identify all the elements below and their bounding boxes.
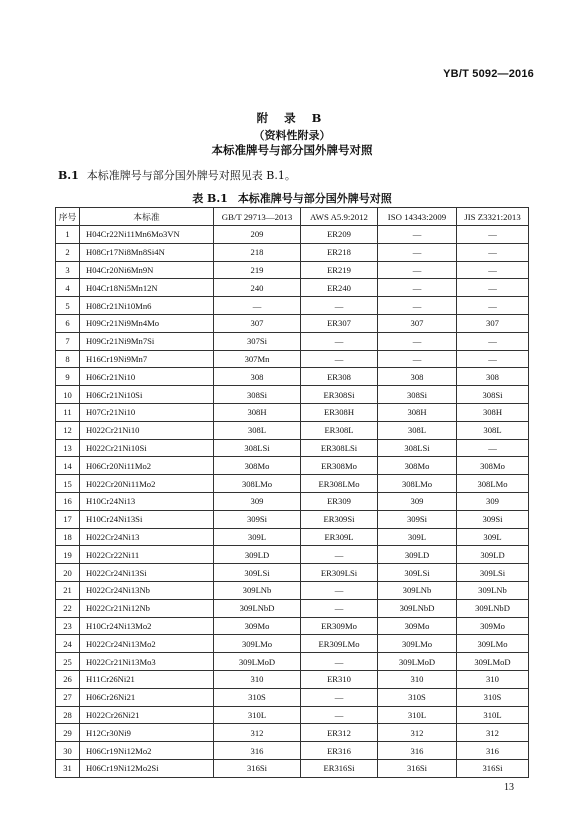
table-row xyxy=(56,759,529,777)
table-cell: 16 xyxy=(56,492,80,510)
table-cell: 310L xyxy=(457,706,529,724)
table-cell: ER309Si xyxy=(301,510,378,528)
table-cell: 24 xyxy=(56,635,80,653)
table-cell: ER308L xyxy=(301,421,378,439)
table-row xyxy=(56,564,529,582)
table-cell: — xyxy=(301,581,378,599)
table-cell: — xyxy=(301,706,378,724)
column-header: AWS A5.9:2012 xyxy=(301,208,378,226)
table-row xyxy=(56,546,529,564)
table-cell: H08Cr17Ni8Mn8Si4N xyxy=(80,243,214,261)
table-cell: H022Cr20Ni11Mo2 xyxy=(80,475,214,493)
table-cell: 8 xyxy=(56,350,80,368)
table-cell: ER219 xyxy=(301,261,378,279)
table-cell: ER308 xyxy=(301,368,378,386)
table-cell: 309Mo xyxy=(457,617,529,635)
table-cell: — xyxy=(378,226,457,244)
table-cell: 308Si xyxy=(378,386,457,404)
table-cell: — xyxy=(301,599,378,617)
table-row xyxy=(56,457,529,475)
table-cell: 309LNb xyxy=(378,581,457,599)
table-cell: H07Cr21Ni10 xyxy=(80,403,214,421)
table-cell: 316 xyxy=(378,742,457,760)
table-cell: 218 xyxy=(214,243,301,261)
table-header-row xyxy=(56,208,529,226)
appendix-title: 附 录 B xyxy=(256,111,328,125)
table-cell: 308 xyxy=(457,368,529,386)
table-row xyxy=(56,670,529,688)
table-cell: 316Si xyxy=(378,759,457,777)
table-cell: 309LD xyxy=(457,546,529,564)
table-cell: ER240 xyxy=(301,279,378,297)
table-cell: 310L xyxy=(214,706,301,724)
table-row xyxy=(56,635,529,653)
table-cell: ER309Mo xyxy=(301,617,378,635)
table-cell: 309L xyxy=(378,528,457,546)
table-cell: ER308Mo xyxy=(301,457,378,475)
table-cell: 309Si xyxy=(214,510,301,528)
table-cell: — xyxy=(457,439,529,457)
table-row xyxy=(56,279,529,297)
table-row xyxy=(56,492,529,510)
table-cell: 310S xyxy=(214,688,301,706)
table-row xyxy=(56,724,529,742)
table-cell: 308 xyxy=(214,368,301,386)
table-cell: — xyxy=(457,279,529,297)
table-cell: ER218 xyxy=(301,243,378,261)
table-cell: 6 xyxy=(56,314,80,332)
table-cell: 309Si xyxy=(378,510,457,528)
table-cell: — xyxy=(457,297,529,315)
table-cell: 309LMo xyxy=(378,635,457,653)
table-row xyxy=(56,403,529,421)
table-cell: — xyxy=(378,297,457,315)
table-row xyxy=(56,297,529,315)
table-cell: — xyxy=(301,653,378,671)
table-cell: — xyxy=(301,688,378,706)
table-cell: 312 xyxy=(457,724,529,742)
table-cell: 27 xyxy=(56,688,80,706)
table-cell: 309LMoD xyxy=(214,653,301,671)
table-row xyxy=(56,688,529,706)
table-cell: 308H xyxy=(214,403,301,421)
table-row xyxy=(56,475,529,493)
table-cell: 19 xyxy=(56,546,80,564)
table-cell: H022Cr26Ni21 xyxy=(80,706,214,724)
table-cell: H12Cr30Ni9 xyxy=(80,724,214,742)
table-cell: 309LNb xyxy=(214,581,301,599)
table-cell: 1 xyxy=(56,226,80,244)
table-cell: 23 xyxy=(56,617,80,635)
table-cell: 310L xyxy=(378,706,457,724)
table-cell: 22 xyxy=(56,599,80,617)
table-cell: 5 xyxy=(56,297,80,315)
table-cell: 309LSi xyxy=(214,564,301,582)
section-paragraph xyxy=(58,167,296,183)
table-cell: 309LMo xyxy=(457,635,529,653)
table-cell: H022Cr24Ni13Mo2 xyxy=(80,635,214,653)
table-cell: — xyxy=(457,350,529,368)
table-cell: ER308H xyxy=(301,403,378,421)
table-cell: ER309 xyxy=(301,492,378,510)
table-row xyxy=(56,226,529,244)
table-cell: 309LD xyxy=(214,546,301,564)
table-cell: 308LMo xyxy=(457,475,529,493)
table-cell: 308LSi xyxy=(378,439,457,457)
table-cell: 17 xyxy=(56,510,80,528)
table-cell: 309Si xyxy=(457,510,529,528)
table-cell: H10Cr24Ni13 xyxy=(80,492,214,510)
table-caption-number: 表 B.1 xyxy=(192,192,228,205)
table-cell: ER309L xyxy=(301,528,378,546)
table-cell: 2 xyxy=(56,243,80,261)
table-cell: 12 xyxy=(56,421,80,439)
table-cell: ER312 xyxy=(301,724,378,742)
table-cell: H04Cr18Ni5Mn12N xyxy=(80,279,214,297)
table-cell: 316 xyxy=(214,742,301,760)
table-cell: 312 xyxy=(378,724,457,742)
table-cell: 219 xyxy=(214,261,301,279)
table-cell: 240 xyxy=(214,279,301,297)
table-cell: ER308LSi xyxy=(301,439,378,457)
standard-number: YB/T 5092—2016 xyxy=(443,68,534,80)
table-cell: 308Mo xyxy=(378,457,457,475)
table-cell: — xyxy=(457,261,529,279)
table-cell: 308L xyxy=(457,421,529,439)
table-row xyxy=(56,510,529,528)
table-cell: 308Si xyxy=(214,386,301,404)
table-cell: 307Si xyxy=(214,332,301,350)
table-cell: H11Cr26Ni21 xyxy=(80,670,214,688)
table-cell: 310S xyxy=(378,688,457,706)
table-cell: 308L xyxy=(378,421,457,439)
table-cell: 309Mo xyxy=(214,617,301,635)
table-cell: ER308Si xyxy=(301,386,378,404)
table-cell: 15 xyxy=(56,475,80,493)
table-cell: ER316Si xyxy=(301,759,378,777)
table-cell: — xyxy=(214,297,301,315)
table-body xyxy=(56,226,529,778)
column-header: JIS Z3321:2013 xyxy=(457,208,529,226)
table-cell: 308Mo xyxy=(214,457,301,475)
table-cell: H06Cr26Ni21 xyxy=(80,688,214,706)
table-row xyxy=(56,261,529,279)
appendix-nature: （资料性附录） xyxy=(253,129,331,142)
table-cell: H06Cr21Ni10Si xyxy=(80,386,214,404)
table-cell: 309L xyxy=(457,528,529,546)
table-cell: H09Cr21Ni9Mn7Si xyxy=(80,332,214,350)
table-cell: 18 xyxy=(56,528,80,546)
table-cell: H10Cr24Ni13Si xyxy=(80,510,214,528)
table-cell: H022Cr21Ni12Nb xyxy=(80,599,214,617)
table-cell: 29 xyxy=(56,724,80,742)
table-row xyxy=(56,599,529,617)
table-cell: 308Si xyxy=(457,386,529,404)
column-header: 序号 xyxy=(56,208,80,226)
table-cell: H08Cr21Ni10Mn6 xyxy=(80,297,214,315)
table-cell: H06Cr19Ni12Mo2Si xyxy=(80,759,214,777)
table-cell: 309LMoD xyxy=(457,653,529,671)
table-cell: 28 xyxy=(56,706,80,724)
table-cell: 21 xyxy=(56,581,80,599)
table-row xyxy=(56,617,529,635)
table-cell: — xyxy=(457,332,529,350)
table-cell: H04Cr20Ni6Mn9N xyxy=(80,261,214,279)
table-cell: 7 xyxy=(56,332,80,350)
table-cell: 310S xyxy=(457,688,529,706)
table-cell: 14 xyxy=(56,457,80,475)
table-cell: 25 xyxy=(56,653,80,671)
table-cell: 308LMo xyxy=(214,475,301,493)
table-cell: 309Mo xyxy=(378,617,457,635)
table-cell: 4 xyxy=(56,279,80,297)
column-header: GB/T 29713—2013 xyxy=(214,208,301,226)
table-cell: H022Cr24Ni13 xyxy=(80,528,214,546)
table-cell: 309LSi xyxy=(457,564,529,582)
table-cell: 309LMo xyxy=(214,635,301,653)
table-cell: 10 xyxy=(56,386,80,404)
section-number: B.1 xyxy=(58,169,79,182)
table-cell: 3 xyxy=(56,261,80,279)
table-cell: 312 xyxy=(214,724,301,742)
table-cell: — xyxy=(301,297,378,315)
table-cell: ER309LMo xyxy=(301,635,378,653)
table-cell: 20 xyxy=(56,564,80,582)
table-cell: 308LMo xyxy=(378,475,457,493)
table-cell: H022Cr24Ni13Si xyxy=(80,564,214,582)
table-cell: 30 xyxy=(56,742,80,760)
table-cell: 309 xyxy=(378,492,457,510)
table-cell: — xyxy=(378,350,457,368)
table-cell: 316 xyxy=(457,742,529,760)
table-cell: 13 xyxy=(56,439,80,457)
table-cell: H06Cr21Ni10 xyxy=(80,368,214,386)
table-cell: 26 xyxy=(56,670,80,688)
table-cell: 308L xyxy=(214,421,301,439)
table-cell: H022Cr21Ni10 xyxy=(80,421,214,439)
table-row xyxy=(56,528,529,546)
table-cell: 9 xyxy=(56,368,80,386)
table-cell: 209 xyxy=(214,226,301,244)
table-row xyxy=(56,243,529,261)
page-number: 13 xyxy=(504,782,514,793)
table-cell: H022Cr21Ni10Si xyxy=(80,439,214,457)
table-cell: — xyxy=(378,279,457,297)
table-cell: 307 xyxy=(457,314,529,332)
table-cell: 309LNbD xyxy=(457,599,529,617)
table-row xyxy=(56,350,529,368)
table-cell: H10Cr24Ni13Mo2 xyxy=(80,617,214,635)
table-cell: — xyxy=(378,332,457,350)
table-row xyxy=(56,421,529,439)
table-row xyxy=(56,653,529,671)
table-cell: — xyxy=(457,226,529,244)
table-cell: H06Cr19Ni12Mo2 xyxy=(80,742,214,760)
table-cell: ER209 xyxy=(301,226,378,244)
table-cell: — xyxy=(301,332,378,350)
table-cell: H09Cr21Ni9Mn4Mo xyxy=(80,314,214,332)
table-cell: — xyxy=(301,350,378,368)
table-cell: 316Si xyxy=(457,759,529,777)
table-cell: H06Cr20Ni11Mo2 xyxy=(80,457,214,475)
table-row xyxy=(56,386,529,404)
table-row xyxy=(56,368,529,386)
table-cell: 307 xyxy=(214,314,301,332)
table-cell: 308H xyxy=(378,403,457,421)
table-cell: 309LMoD xyxy=(378,653,457,671)
table-cell: 309L xyxy=(214,528,301,546)
table-cell: H022Cr22Ni11 xyxy=(80,546,214,564)
table-cell: — xyxy=(457,243,529,261)
table-caption xyxy=(0,190,584,206)
table-cell: 308H xyxy=(457,403,529,421)
table-cell: 309LNb xyxy=(457,581,529,599)
table-cell: 316Si xyxy=(214,759,301,777)
table-cell: — xyxy=(378,261,457,279)
table-cell: 307Mn xyxy=(214,350,301,368)
table-cell: ER316 xyxy=(301,742,378,760)
table-cell: — xyxy=(301,546,378,564)
table-cell: H022Cr21Ni13Mo3 xyxy=(80,653,214,671)
table-cell: ER310 xyxy=(301,670,378,688)
table-cell: 31 xyxy=(56,759,80,777)
table-cell: 11 xyxy=(56,403,80,421)
table-cell: ER307 xyxy=(301,314,378,332)
section-text: 本标准牌号与部分国外牌号对照见表 B.1。 xyxy=(86,169,296,182)
table-cell: 308 xyxy=(378,368,457,386)
table-cell: 310 xyxy=(457,670,529,688)
table-row xyxy=(56,314,529,332)
column-header: ISO 14343:2009 xyxy=(378,208,457,226)
table-row xyxy=(56,706,529,724)
table-cell: — xyxy=(378,243,457,261)
table-row xyxy=(56,439,529,457)
table-caption-text: 本标准牌号与部分国外牌号对照 xyxy=(237,192,392,205)
table-cell: 308LSi xyxy=(214,439,301,457)
table-row xyxy=(56,742,529,760)
appendix-subtitle: 本标准牌号与部分国外牌号对照 xyxy=(211,143,373,157)
table-cell: H022Cr24Ni13Nb xyxy=(80,581,214,599)
column-header: 本标准 xyxy=(80,208,214,226)
comparison-table xyxy=(55,207,529,778)
table-cell: 309 xyxy=(457,492,529,510)
table-cell: 309LNbD xyxy=(214,599,301,617)
table-cell: 309 xyxy=(214,492,301,510)
table-cell: 309LSi xyxy=(378,564,457,582)
table-cell: 308Mo xyxy=(457,457,529,475)
table-row xyxy=(56,332,529,350)
table-row xyxy=(56,581,529,599)
table-cell: H04Cr22Ni11Mn6Mo3VN xyxy=(80,226,214,244)
table-cell: H16Cr19Ni9Mn7 xyxy=(80,350,214,368)
table-cell: 309LD xyxy=(378,546,457,564)
table-cell: 310 xyxy=(214,670,301,688)
table-cell: ER309LSi xyxy=(301,564,378,582)
table-cell: 310 xyxy=(378,670,457,688)
table-cell: 307 xyxy=(378,314,457,332)
table-cell: ER308LMo xyxy=(301,475,378,493)
table-cell: 309LNbD xyxy=(378,599,457,617)
